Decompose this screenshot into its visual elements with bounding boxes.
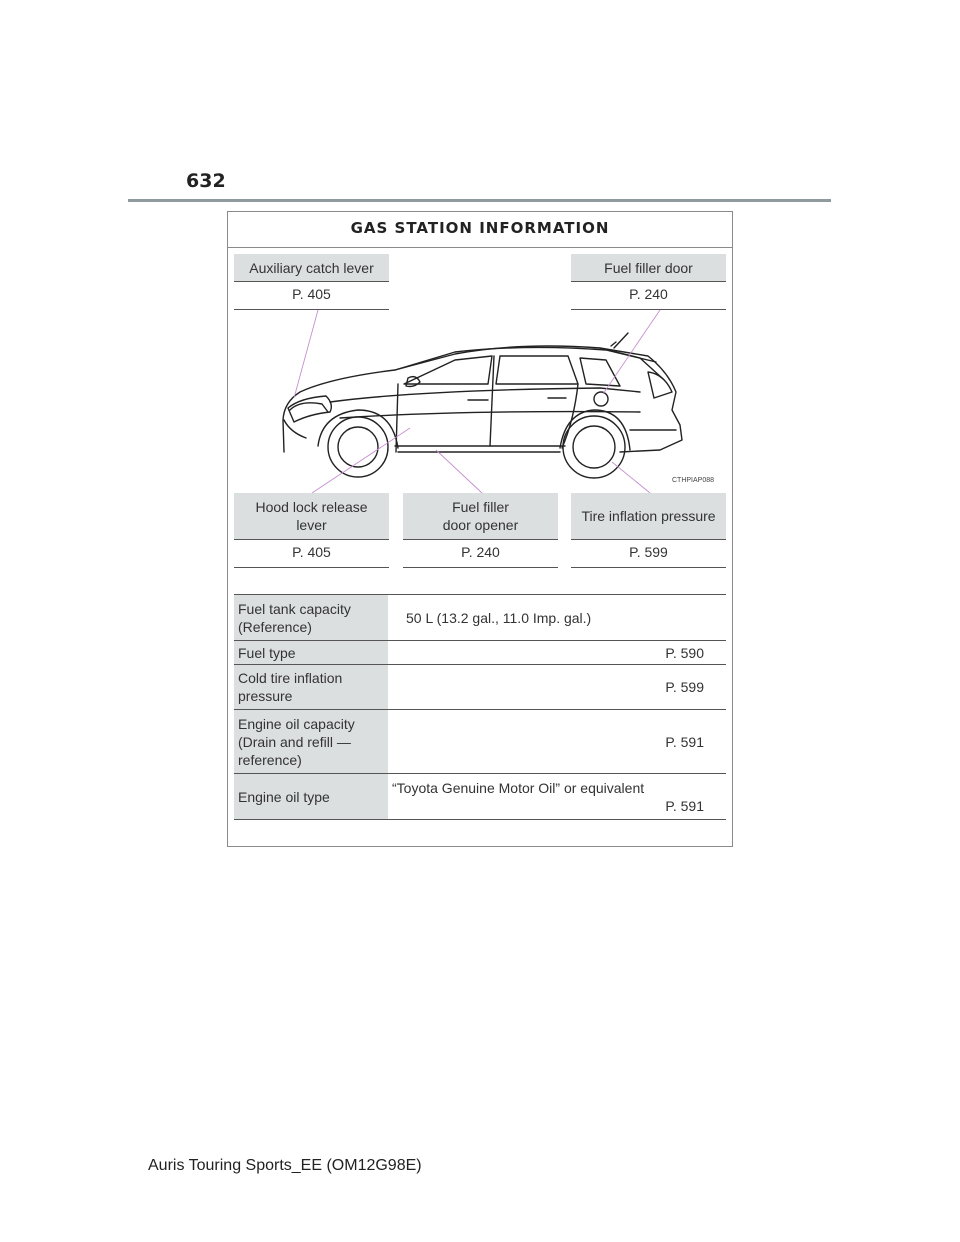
- table-row: [234, 595, 726, 641]
- spec-key-cold-tire: Cold tire inflation pressure: [234, 665, 388, 710]
- hood-lock-release-label: [234, 493, 389, 540]
- fuel-filler-door-opener-ref[interactable]: P. 240: [403, 540, 558, 568]
- auxiliary-catch-lever-ref[interactable]: P. 405: [234, 282, 389, 310]
- spec-value-cold-tire[interactable]: P. 599: [388, 665, 726, 710]
- spec-key-fuel-tank: Fuel tank capacity (Reference): [234, 595, 388, 641]
- tire-inflation-pressure-label: [571, 493, 726, 540]
- fuel-filler-door-opener-text-1: Fuel filler: [452, 499, 509, 515]
- tire-inflation-pressure-text: Tire inflation pressure: [581, 508, 716, 524]
- auxiliary-catch-lever-text: Auxiliary catch lever: [249, 259, 374, 276]
- table-row: [234, 665, 726, 710]
- fuel-filler-door-text: Fuel filler door: [604, 259, 693, 276]
- spec-value-engine-oil-type[interactable]: “Toyota Genuine Motor Oil” or equivalent P. 591: [388, 774, 726, 820]
- table-row: [234, 710, 726, 774]
- spec-key-engine-oil-type: Engine oil type: [234, 774, 388, 820]
- fuel-filler-door-ref[interactable]: P. 240: [571, 282, 726, 310]
- table-row: [234, 641, 726, 665]
- fuel-filler-door-opener-label: [403, 493, 558, 540]
- tire-inflation-pressure-ref[interactable]: P. 599: [571, 540, 726, 568]
- spec-value-fuel-tank: 50 L (13.2 gal., 11.0 Imp. gal.): [388, 595, 726, 641]
- hood-lock-release-ref[interactable]: P. 405: [234, 540, 389, 568]
- footer-model-code: Auris Touring Sports_EE (OM12G98E): [148, 1157, 422, 1174]
- table-row: [234, 774, 726, 820]
- image-code: CTHPIAP088: [672, 477, 715, 484]
- specs-table: [234, 594, 726, 820]
- hood-lock-release-text-2: lever: [296, 517, 327, 533]
- spec-key-fuel-type: Fuel type: [234, 641, 388, 665]
- spec-value-fuel-type[interactable]: P. 590: [388, 641, 726, 665]
- fuel-filler-door-opener-text-2: door opener: [442, 517, 519, 533]
- page-number: 632: [186, 170, 226, 192]
- box-title: GAS STATION INFORMATION: [228, 212, 732, 248]
- spec-key-engine-oil-capacity: Engine oil capacity (Drain and refill — reference): [234, 710, 388, 774]
- hood-lock-release-text-1: Hood lock release: [255, 499, 368, 515]
- spec-value-engine-oil-capacity[interactable]: P. 591: [388, 710, 726, 774]
